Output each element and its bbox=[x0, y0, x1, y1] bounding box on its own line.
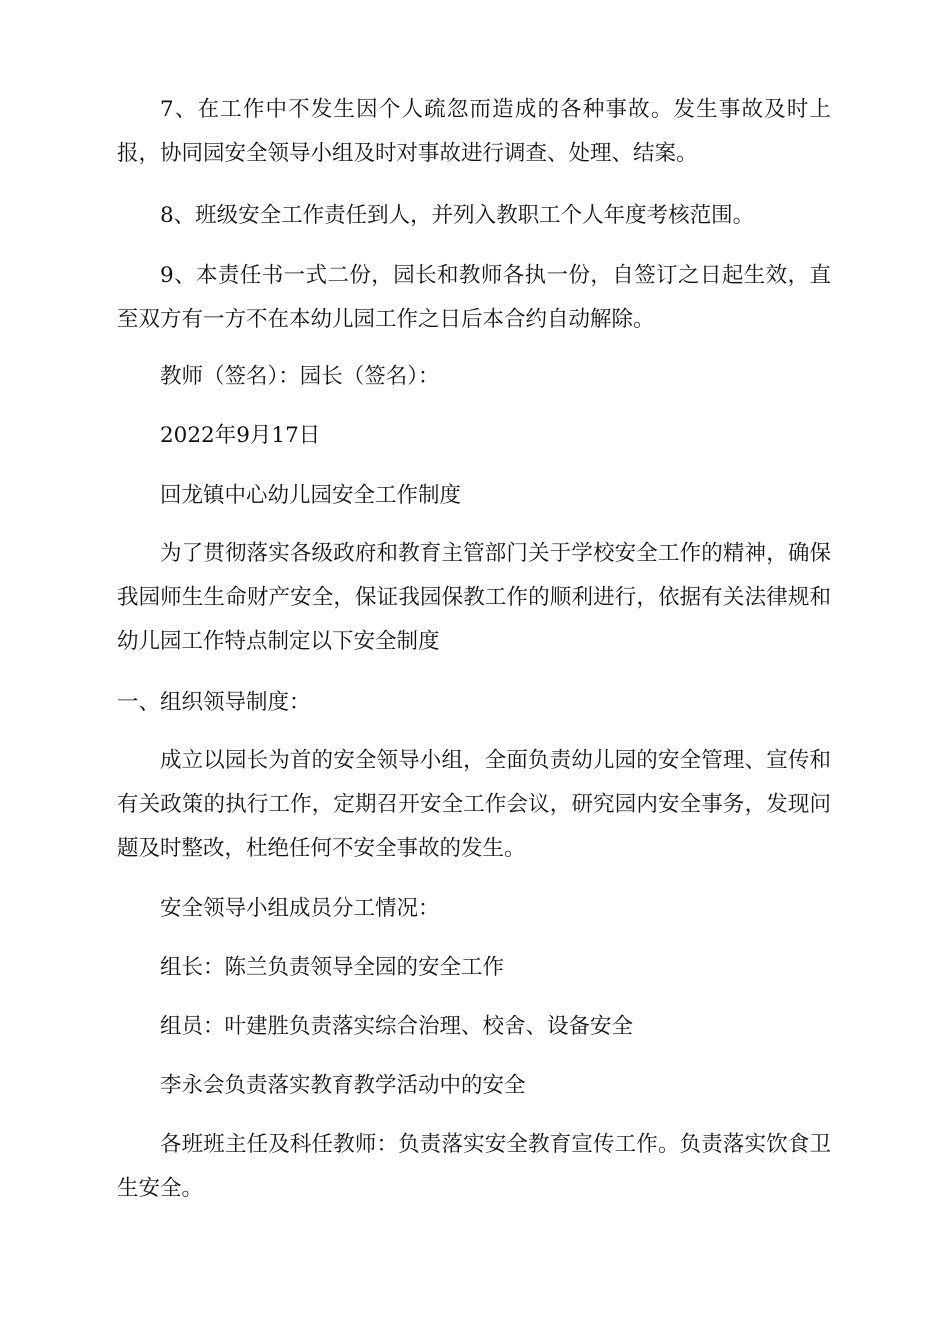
leader-line: 组长：陈兰负责领导全园的安全工作 bbox=[160, 955, 505, 980]
paragraph-item-7: 7、在工作中不发生因个人疏忽而造成的各种事故。发生事故及时上报，协同园安全领导小组及时对事故进行调查、处理、结案。 bbox=[117, 97, 831, 166]
teachers-paragraph: 各班班主任及科任教师：负责落实安全教育宣传工作。负责落实饮食卫生安全。 bbox=[117, 1132, 831, 1201]
organization-paragraph: 成立以园长为首的安全领导小组，全面负责幼儿园的安全管理、宣传和有关政策的执行工作，定期召开安全工作会议，研究园内安全事务，发现问题及时整改，杜绝任何不安全事故的发生。 bbox=[117, 748, 831, 861]
division-heading: 安全领导小组成员分工情况： bbox=[160, 896, 440, 921]
intro-paragraph: 为了贯彻落实各级政府和教育主管部门关于学校安全工作的精神，确保我园师生生命财产安全，保证我园保教工作的顺利进行，依据有关法律规和幼儿园工作特点制定以下安全制度 bbox=[117, 541, 831, 654]
paragraph-item-9: 9、本责任书一式二份，园长和教师各执一份，自签订之日起生效，直至双方有一方不在本幼儿园工作之日后本合约自动解除。 bbox=[117, 263, 831, 332]
member-line-2: 李永会负责落实教育教学活动中的安全 bbox=[160, 1073, 526, 1098]
section-heading-organization: 一、组织领导制度： bbox=[117, 690, 311, 715]
signature-line: 教师（签名）：园长（签名）： bbox=[160, 364, 440, 389]
paragraph-item-8: 8、班级安全工作责任到人，并列入教职工个人年度考核范围。 bbox=[160, 203, 755, 228]
section-title: 回龙镇中心幼儿园安全工作制度 bbox=[160, 483, 462, 508]
date-line: 2022年9月17日 bbox=[160, 423, 321, 448]
member-line: 组员：叶建胜负责落实综合治理、校舍、设备安全 bbox=[160, 1014, 634, 1039]
